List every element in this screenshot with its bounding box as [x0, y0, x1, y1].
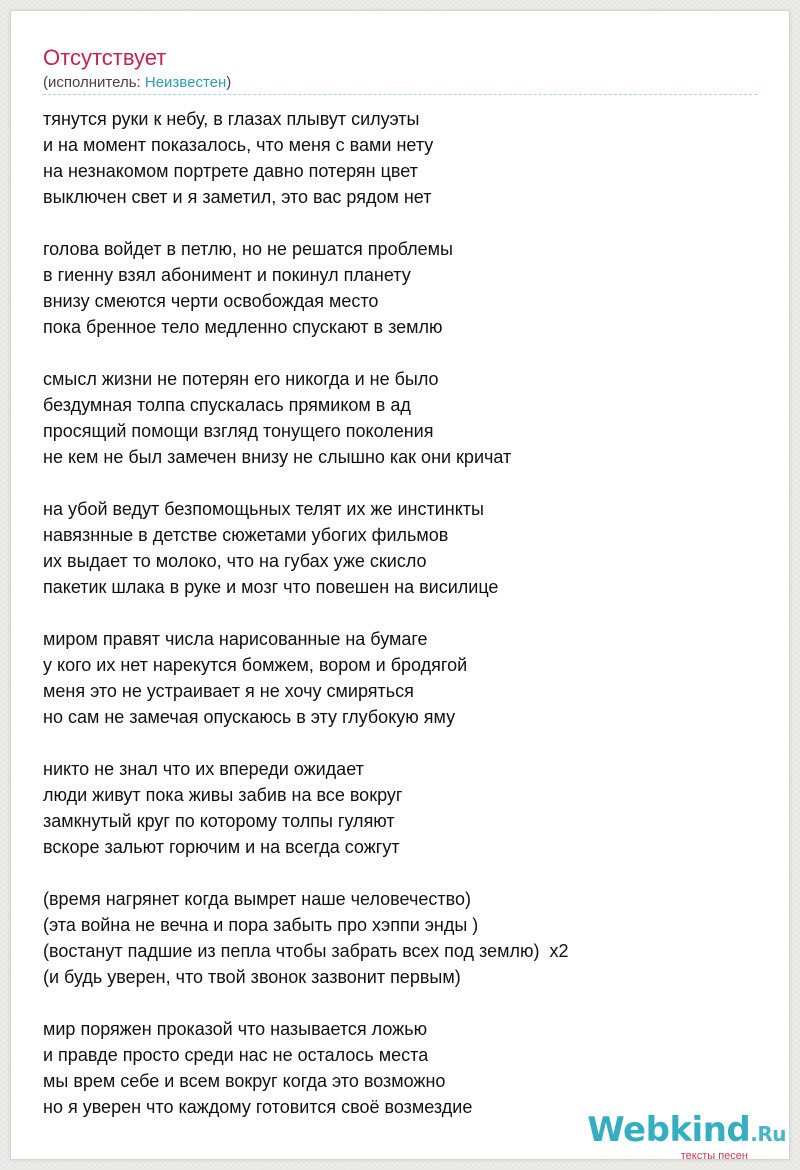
- lyrics-text: [43, 106, 773, 1146]
- artist-link[interactable]: Неизвестен: [144, 74, 227, 91]
- stanza: [43, 236, 773, 340]
- lyric-line: внизу смеются черти освобождая место: [43, 291, 379, 311]
- lyric-line: но сам не замечая опускаюсь в эту глубокую яму: [43, 707, 456, 727]
- lyric-line: не кем не был замечен внизу не слышно как они кричат: [43, 447, 512, 467]
- webkind-logo[interactable]: [587, 1112, 786, 1162]
- lyric-line: но я уверен что каждому готовится своё возмездие: [43, 1097, 473, 1117]
- lyric-line: мы врем себе и всем вокруг когда это возможно: [43, 1071, 446, 1091]
- stanza-chorus: [43, 886, 773, 990]
- lyric-line: (востанут падшие из пепла чтобы забрать всех под землю) x2: [43, 941, 569, 961]
- title-divider: [43, 94, 757, 95]
- lyric-line: в гиенну взял абонимент и покинул планету: [43, 265, 411, 285]
- byline-prefix: (исполнитель:: [43, 74, 145, 91]
- logo-tagline: тексты песен: [680, 1150, 748, 1162]
- byline-suffix: ): [226, 74, 232, 91]
- song-title: Отсутствует: [43, 45, 167, 70]
- lyric-line: (эта война не вечна и пора забыть про хэппи энды ): [43, 915, 479, 935]
- lyric-line: миром правят числа нарисованные на бумаге: [43, 629, 428, 649]
- lyric-line: тянутся руки к небу, в глазах плывут силуэты: [43, 109, 420, 129]
- stanza: [43, 366, 773, 470]
- stanza: [43, 1016, 773, 1120]
- logo-tld: .Ru: [750, 1122, 786, 1146]
- lyric-line: их выдает то молоко, что на губах уже скисло: [43, 551, 427, 571]
- lyric-line: и на момент показалось, что меня с вами нету: [43, 135, 434, 155]
- lyric-line: пока бренное тело медленно спускают в землю: [43, 317, 443, 337]
- lyrics-page: [10, 10, 790, 1160]
- lyric-line: мир поряжен проказой что называется ложью: [43, 1019, 428, 1039]
- lyric-line: вскоре зальют горючим и на всегда сожгут: [43, 837, 400, 857]
- stanza: [43, 626, 773, 730]
- artist-byline: [43, 73, 231, 93]
- lyric-line: на незнакомом портрете давно потерян цвет: [43, 161, 418, 181]
- logo-wordmark: [587, 1112, 786, 1152]
- stanza: [43, 756, 773, 860]
- lyric-line: бездумная толпа спускалась прямиком в ад: [43, 395, 411, 415]
- lyric-line: никто не знал что их впереди ожидает: [43, 759, 364, 779]
- lyric-line: меня это не устраивает я не хочу смиряться: [43, 681, 414, 701]
- lyric-line: и правде просто среди нас не осталось места: [43, 1045, 429, 1065]
- lyric-line: смысл жизни не потерян его никогда и не было: [43, 369, 439, 389]
- stanza: [43, 496, 773, 600]
- lyric-line: на убой ведут безпомощьных телят их же инстинкты: [43, 499, 484, 519]
- lyric-line: замкнутый круг по которому толпы гуляют: [43, 811, 395, 831]
- lyric-line: (и будь уверен, что твой звонок зазвонит первым): [43, 967, 461, 987]
- lyric-line: голова войдет в петлю, но не решатся проблемы: [43, 239, 453, 259]
- lyric-line: пакетик шлака в руке и мозг что повешен на висилице: [43, 577, 499, 597]
- logo-name: Webkind: [587, 1110, 751, 1150]
- stanza: [43, 106, 773, 210]
- lyric-line: (время нагрянет когда вымрет наше человечество): [43, 889, 471, 909]
- lyric-line: навязнные в детстве сюжетами убогих фильмов: [43, 525, 449, 545]
- lyric-line: просящий помощи взгляд тонущего поколения: [43, 421, 434, 441]
- lyric-line: у кого их нет нарекутся бомжем, вором и бродягой: [43, 655, 468, 675]
- lyric-line: выключен свет и я заметил, это вас рядом нет: [43, 187, 432, 207]
- lyric-line: люди живут пока живы забив на все вокруг: [43, 785, 403, 805]
